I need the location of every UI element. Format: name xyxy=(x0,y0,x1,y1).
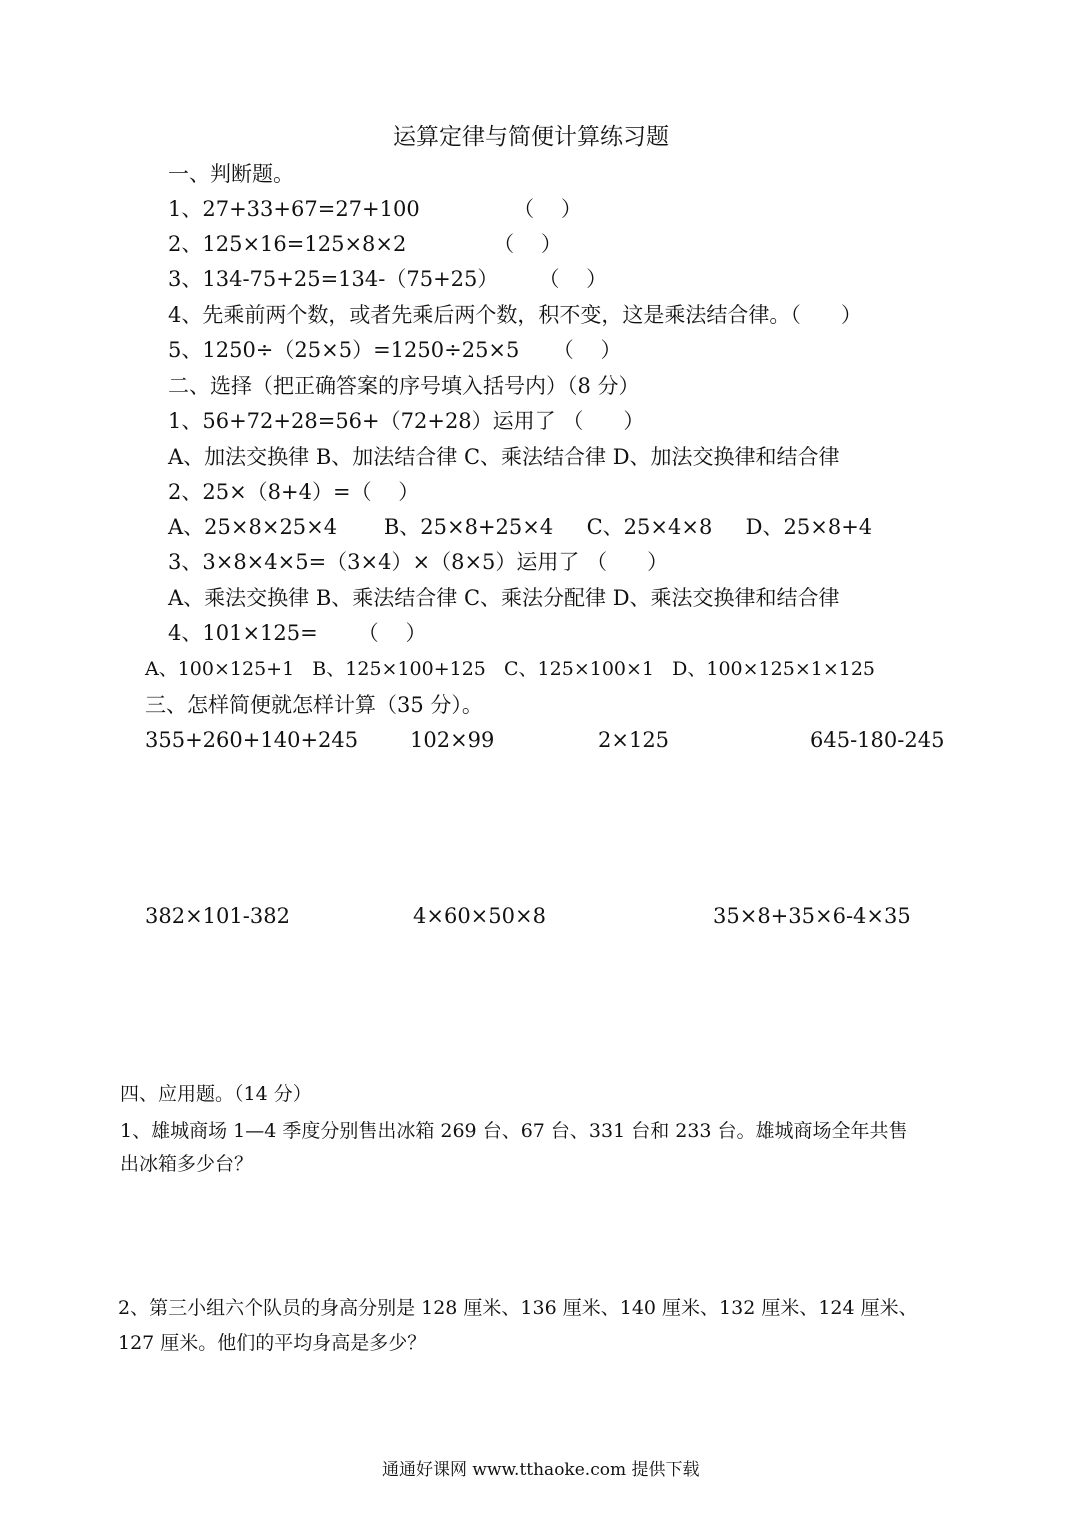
section-2-heading: 二、选择（把正确答案的序号填入括号内）（8 分） xyxy=(168,374,640,398)
choice-q1: 1、56+72+28=56+（72+28）运用了 （ ） xyxy=(168,409,645,433)
calc-expression: 645-180-245 xyxy=(810,728,945,752)
calc-expression: 355+260+140+245 xyxy=(145,728,359,752)
choice-q4: 4、101×125= （ ） xyxy=(168,621,427,645)
judge-item-4: 4、先乘前两个数，或者先乘后两个数，积不变，这是乘法结合律。（ ） xyxy=(168,303,862,327)
choice-q2-options: A、25×8×25×4 B、25×8+25×4 C、25×4×8 D、25×8+4 xyxy=(168,515,873,539)
choice-q3: 3、3×8×4×5=（3×4）×（8×5）运用了 （ ） xyxy=(168,550,669,574)
section-1-heading: 一、判断题。 xyxy=(168,162,294,186)
judge-item-2: 2、125×16=125×8×2 （ ） xyxy=(168,232,562,256)
word-problem-1-cont: 出冰箱多少台？ xyxy=(120,1153,254,1175)
word-problem-2-cont: 127 厘米。他们的平均身高是多少？ xyxy=(118,1332,427,1354)
calc-expression: 382×101-382 xyxy=(145,904,290,928)
word-problem-2: 2、第三小组六个队员的身高分别是 128 厘米、136 厘米、140 厘米、132 厘米、124 厘米、 xyxy=(118,1297,918,1319)
footer-source: 通通好课网 www.tthaoke.com 提供下载 xyxy=(382,1460,700,1480)
section-4-heading: 四、应用题。（14 分） xyxy=(120,1083,312,1105)
choice-q2: 2、25×（8+4）=（ ） xyxy=(168,480,420,504)
calc-expression: 4×60×50×8 xyxy=(413,904,546,928)
calc-expression: 2×125 xyxy=(598,728,670,752)
calc-expression: 35×8+35×6-4×35 xyxy=(713,904,911,928)
choice-q1-options: A、加法交换律 B、加法结合律 C、乘法结合律 D、加法交换律和结合律 xyxy=(168,445,840,469)
judge-item-5: 5、1250÷（25×5）=1250÷25×5 （ ） xyxy=(168,338,622,362)
section-3-heading: 三、怎样简便就怎样计算（35 分）。 xyxy=(145,693,483,717)
judge-item-1: 1、27+33+67=27+100 （ ） xyxy=(168,197,582,221)
page-title: 运算定律与简便计算练习题 xyxy=(393,124,669,150)
calc-expression: 102×99 xyxy=(410,728,495,752)
choice-q4-options: A、100×125+1 B、125×100+125 C、125×100×1 D、100×125×1×125 xyxy=(145,658,876,680)
choice-q3-options: A、乘法交换律 B、乘法结合律 C、乘法分配律 D、乘法交换律和结合律 xyxy=(168,586,840,610)
word-problem-1: 1、雄城商场 1—4 季度分别售出冰箱 269 台、67 台、331 台和 233 台。雄城商场全年共售 xyxy=(120,1120,908,1142)
judge-item-3: 3、134-75+25=134-（75+25） （ ） xyxy=(168,267,608,291)
